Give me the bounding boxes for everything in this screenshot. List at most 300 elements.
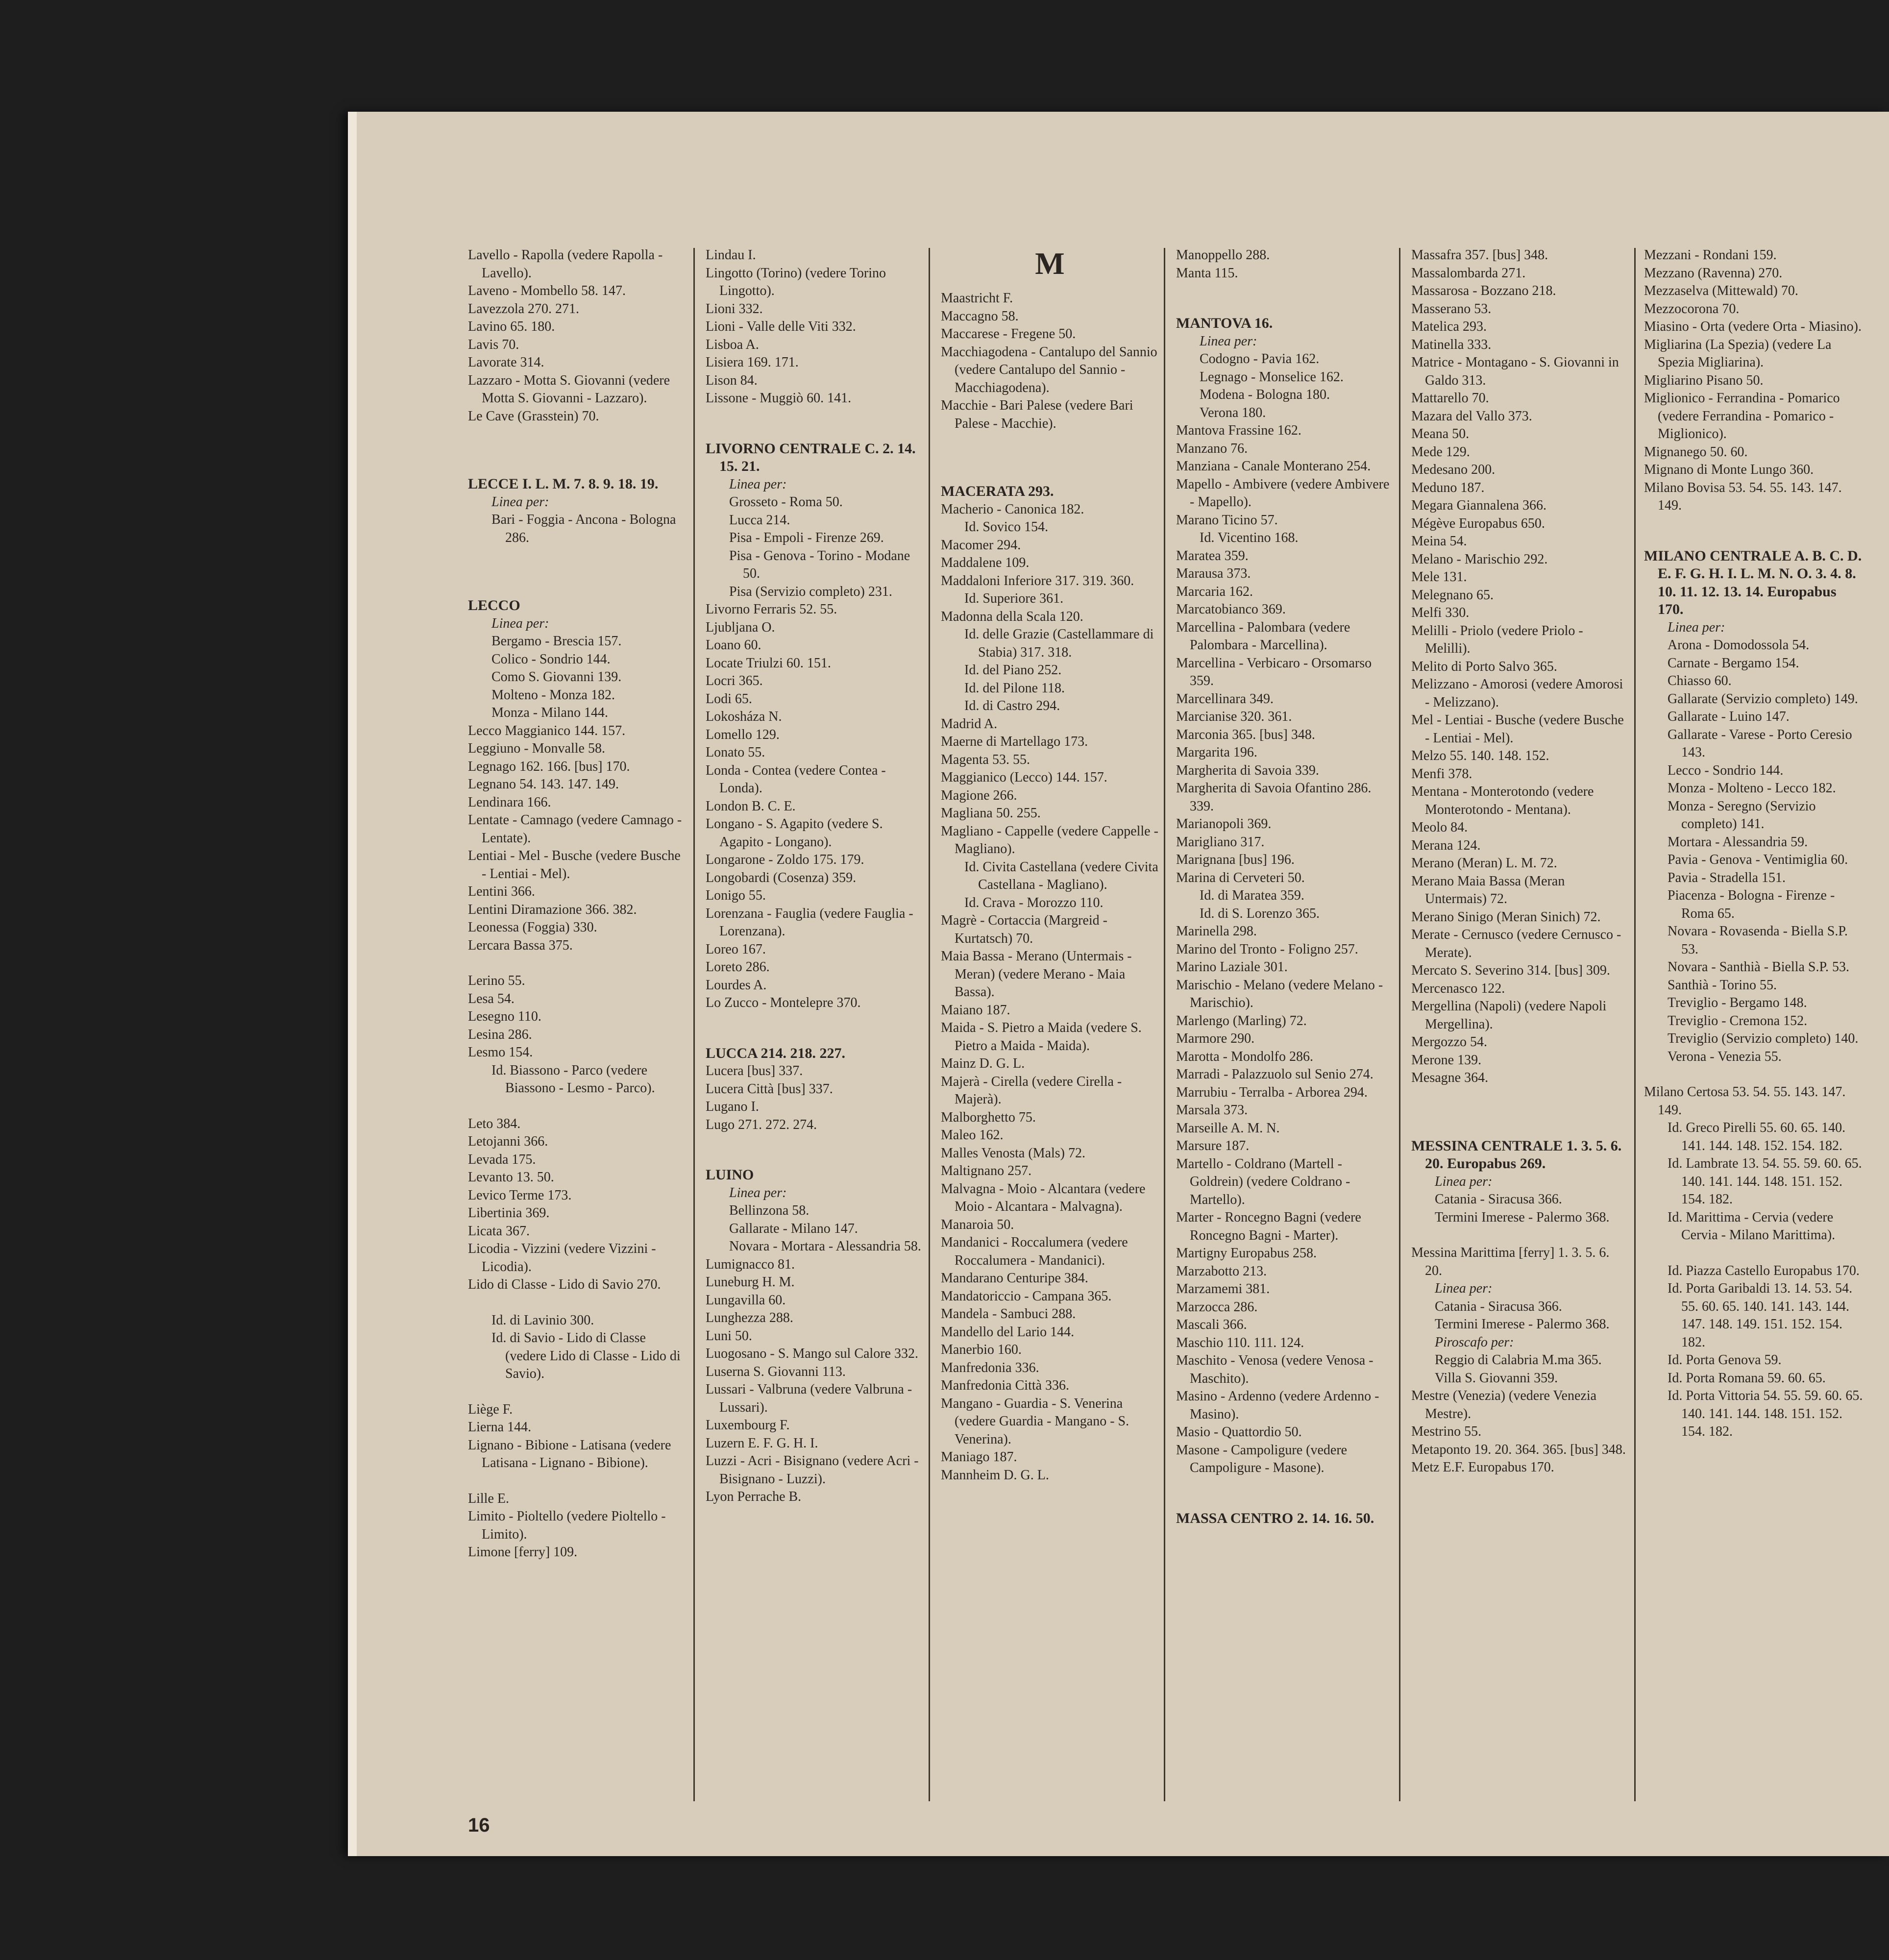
index-entry: Licodia - Vizzini (vedere Vizzini - Licodia).: [468, 1241, 656, 1274]
column-rule: [929, 248, 930, 1801]
index-entry: Maida - S. Pietro a Maida (vedere S. Pietro a Maida - Maida).: [941, 1020, 1142, 1054]
index-entry: Melano - Marischio 292.: [1411, 551, 1548, 567]
index-entry: Lisboa A.: [706, 337, 759, 352]
index-entry: Merano Sinigo (Meran Sinich) 72.: [1411, 909, 1601, 925]
line-label: Linea per:: [1435, 1174, 1493, 1189]
index-entry: Limone [ferry] 109.: [468, 1544, 578, 1560]
index-entry: Marmore 290.: [1176, 1031, 1255, 1046]
index-entry: Magliano - Cappelle (vedere Cappelle - Magliano).: [941, 823, 1158, 857]
index-entry: Lavezzola 270. 271.: [468, 301, 580, 317]
index-entry: Lavis 70.: [468, 337, 519, 352]
index-entry: Marausa 373.: [1176, 566, 1251, 581]
index-entry: Marsala 373.: [1176, 1102, 1248, 1118]
sub-entry: Legnago - Monselice 162.: [1200, 369, 1344, 385]
index-entry: Mentana - Monterotondo (vedere Monterotondo - Mentana).: [1411, 784, 1594, 817]
index-entry: Manfredonia Città 336.: [941, 1378, 1070, 1393]
index-entry: Legnago 162. 166. [bus] 170.: [468, 759, 630, 774]
index-entry: Masserano 53.: [1411, 301, 1492, 317]
index-entry: Massalombarda 271.: [1411, 265, 1526, 281]
index-entry: Mele 131.: [1411, 569, 1467, 585]
index-entry: Luogosano - S. Mango sul Calore 332.: [706, 1346, 918, 1361]
index-entry: Mergozzo 54.: [1411, 1034, 1487, 1050]
index-entry: Mezzani - Rondani 159.: [1644, 247, 1777, 263]
section-spacer: [468, 1294, 686, 1312]
station-heading: LIVORNO CENTRALE C. 2. 14. 15. 21.: [706, 440, 916, 474]
station-heading: MANTOVA 16.: [1176, 315, 1273, 331]
index-entry: Leonessa (Foggia) 330.: [468, 920, 597, 935]
index-entry: Metaponto 19. 20. 364. 365. [bus] 348.: [1411, 1442, 1626, 1457]
section-spacer: [468, 425, 686, 461]
index-entry: Locri 365.: [706, 673, 763, 688]
index-entry: Lavello - Rapolla (vedere Rapolla - Lavello).: [468, 247, 663, 281]
sub-entry: Reggio di Calabria M.ma 365.: [1435, 1352, 1602, 1368]
sub-entry: Pisa (Servizio completo) 231.: [729, 584, 892, 599]
sub-entry: Arona - Domodossola 54.: [1668, 637, 1810, 653]
line-label: Linea per:: [491, 615, 549, 631]
index-entry: Marcaria 162.: [1176, 584, 1253, 599]
index-entry: Maniago 187.: [941, 1449, 1017, 1465]
sub-entry: Termini Imerese - Palermo 368.: [1435, 1209, 1610, 1225]
column-rule: [1399, 248, 1400, 1801]
index-entry: Marotta - Mondolfo 286.: [1176, 1049, 1313, 1064]
index-entry: Lecco Maggianico 144. 157.: [468, 723, 626, 738]
sub-entry: Id. Vicentino 168.: [1200, 530, 1299, 545]
index-entry: Meina 54.: [1411, 534, 1467, 549]
index-column-1: [468, 246, 686, 1802]
index-entry: Madonna della Scala 120.: [941, 609, 1083, 624]
index-entry: Mangano - Guardia - S. Venerina (vedere Guardia - Mangano - S. Venerina).: [941, 1396, 1129, 1447]
index-entry: Meana 50.: [1411, 426, 1470, 441]
index-entry: Lunghezza 288.: [706, 1310, 793, 1325]
sub-entry: Pavia - Genova - Ventimiglia 60.: [1668, 852, 1848, 867]
index-entry: Lonato 55.: [706, 745, 765, 760]
index-entry: Longobardi (Cosenza) 359.: [706, 870, 857, 885]
index-entry: Levada 175.: [468, 1152, 536, 1167]
index-entry: Mazara del Vallo 373.: [1411, 408, 1532, 424]
index-entry: Mandello del Lario 144.: [941, 1324, 1075, 1340]
sub-entry: Mortara - Alessandria 59.: [1668, 834, 1808, 850]
sub-entry: Pavia - Stradella 151.: [1668, 870, 1786, 885]
station-heading: LUINO: [706, 1167, 754, 1183]
index-entry: Macherio - Canonica 182.: [941, 501, 1084, 517]
index-entry: Lyon Perrache B.: [706, 1489, 802, 1504]
index-entry: Meduno 187.: [1411, 480, 1485, 495]
station-heading: MILANO CENTRALE A. B. C. D. E. F. G. H. I. L. M. N. O. 3. 4. 8. 10. 11. 12. 13. 14. Europabus 170.: [1644, 547, 1862, 617]
sub-entry: Id. di Castro 294.: [964, 698, 1060, 713]
index-entry: Marter - Roncegno Bagni (vedere Roncegno Bagni - Marter).: [1176, 1210, 1361, 1243]
section-spacer: [706, 408, 924, 425]
index-entry: Mannheim D. G. L.: [941, 1467, 1049, 1483]
index-entry: Luneburg H. M.: [706, 1274, 795, 1290]
line-label: Linea per:: [1668, 619, 1725, 635]
index-entry: Longano - S. Agapito (vedere S. Agapito - Longano).: [706, 816, 883, 850]
index-column-5: [1411, 246, 1629, 1802]
station-heading: MESSINA CENTRALE 1. 3. 5. 6. 20. Europabus 269.: [1411, 1137, 1622, 1172]
index-entry: Megara Giannalena 366.: [1411, 498, 1546, 513]
index-entry: Maschito - Venosa (vedere Venosa - Maschito).: [1176, 1353, 1374, 1386]
index-entry: Locate Triulzi 60. 151.: [706, 655, 831, 671]
index-entry: Martello - Coldrano (Martell - Goldrein) (vedere Coldrano - Martello).: [1176, 1156, 1350, 1207]
page-edge: [348, 112, 357, 1856]
index-entry: Melfi 330.: [1411, 605, 1470, 620]
index-entry: Matrice - Montagano - S. Giovanni in Galdo 313.: [1411, 355, 1619, 388]
station-heading: LUCCA 214. 218. 227.: [706, 1045, 846, 1061]
index-entry: Lesmo 154.: [468, 1045, 533, 1060]
sub-entry: Id. Porta Romana 59. 60. 65.: [1668, 1370, 1826, 1386]
index-entry: Macchiagodena - Cantalupo del Sannio (vedere Cantalupo del Sannio - Macchiagodena).: [941, 344, 1157, 395]
index-entry: Maiano 187.: [941, 1002, 1010, 1018]
section-spacer: [1411, 1226, 1629, 1244]
index-entry: Massarosa - Bozzano 218.: [1411, 283, 1556, 298]
index-entry: Mezzocorona 70.: [1644, 301, 1740, 317]
station-heading: LECCE I. L. M. 7. 8. 9. 18. 19.: [468, 476, 659, 492]
index-entry: Lodi 65.: [706, 691, 752, 707]
index-entry: Melegnano 65.: [1411, 587, 1494, 603]
sub-entry: Verona - Venezia 55.: [1668, 1049, 1782, 1064]
page-number: 16: [468, 1814, 490, 1836]
column-rule: [1634, 248, 1636, 1801]
directory-page: [348, 112, 1889, 1856]
index-entry: Lomello 129.: [706, 727, 780, 742]
sub-entry: Id. Sovico 154.: [964, 519, 1049, 535]
index-entry: Maerne di Martellago 173.: [941, 734, 1088, 749]
index-entry: Melizzano - Amorosi (vedere Amorosi - Melizzano).: [1411, 677, 1623, 710]
sub-entry: Termini Imerese - Palermo 368.: [1435, 1317, 1610, 1332]
index-entry: Legnano 54. 143. 147. 149.: [468, 777, 619, 792]
index-entry: Marcianise 320. 361.: [1176, 709, 1292, 724]
index-entry: Loreo 167.: [706, 941, 766, 957]
index-entry: Lingotto (Torino) (vedere Torino Lingotto).: [706, 265, 886, 298]
index-entry: Leto 384.: [468, 1116, 521, 1131]
index-entry: Mezzano (Ravenna) 270.: [1644, 265, 1783, 281]
index-entry: Lierna 144.: [468, 1420, 532, 1435]
index-entry: Margherita di Savoia 339.: [1176, 762, 1319, 778]
index-entry: Maccarese - Fregene 50.: [941, 326, 1076, 342]
sub-entry: Id. del Piano 252.: [964, 662, 1062, 678]
sub-entry: Gallarate - Varese - Porto Ceresio 143.: [1668, 727, 1852, 760]
index-entry: Merano Maia Bassa (Meran Untermais) 72.: [1411, 873, 1565, 906]
index-entry: Masino - Ardenno (vedere Ardenno - Masino).: [1176, 1389, 1379, 1422]
index-entry: Miglionico - Ferrandina - Pomarico (vedere Ferrandina - Pomarico - Miglionico).: [1644, 391, 1840, 441]
section-spacer: [468, 1098, 686, 1115]
sub-entry: Pisa - Empoli - Firenze 269.: [729, 530, 884, 545]
sub-entry: Lecco - Sondrio 144.: [1668, 762, 1784, 778]
index-entry: Merate - Cernusco (vedere Cernusco - Merate).: [1411, 927, 1621, 960]
index-entry: Miasino - Orta (vedere Orta - Miasino).: [1644, 319, 1862, 334]
index-entry: Mandanici - Roccalumera (vedere Roccalumera - Mandanici).: [941, 1235, 1128, 1268]
index-entry: Lido di Classe - Lido di Savio 270.: [468, 1277, 661, 1292]
index-entry: Libertinia 369.: [468, 1205, 550, 1221]
index-entry: Marzocca 286.: [1176, 1299, 1258, 1315]
index-entry: Majerà - Cirella (vedere Cirella - Majerà).: [941, 1074, 1122, 1107]
index-entry: Masone - Campoligure (vedere Campoligure - Masone).: [1176, 1442, 1348, 1475]
sub-entry: Treviglio (Servizio completo) 140.: [1668, 1031, 1859, 1046]
section-spacer: [468, 1383, 686, 1401]
sub-entry: Villa S. Giovanni 359.: [1435, 1370, 1558, 1386]
sub-entry: Bellinzona 58.: [729, 1203, 810, 1218]
index-entry: Magenta 53. 55.: [941, 752, 1030, 767]
index-entry: Lumignacco 81.: [706, 1256, 795, 1272]
index-entry: Marigliano 317.: [1176, 834, 1265, 850]
index-entry: Mergellina (Napoli) (vedere Napoli Mergellina).: [1411, 999, 1607, 1032]
sub-entry: Treviglio - Cremona 152.: [1668, 1013, 1808, 1029]
index-entry: Malborghetto 75.: [941, 1109, 1036, 1125]
index-entry: Marino Laziale 301.: [1176, 959, 1288, 975]
line-label: Linea per:: [1200, 333, 1257, 349]
index-entry: Luzzi - Acri - Bisignano (vedere Acri - Bisignano - Luzzi).: [706, 1453, 919, 1487]
index-entry: Mestre (Venezia) (vedere Venezia Mestre).: [1411, 1388, 1597, 1421]
sub-entry: Id. Civita Castellana (vedere Civita Castellana - Magliano).: [964, 859, 1158, 892]
index-entry: Mainz D. G. L.: [941, 1056, 1025, 1071]
index-entry: Maddalene 109.: [941, 555, 1030, 570]
sub-entry: Id. Superiore 361.: [964, 591, 1064, 606]
sub-entry: Id. Greco Pirelli 55. 60. 65. 140. 141. 144. 148. 152. 154. 182.: [1668, 1120, 1846, 1153]
index-entry: Lesina 286.: [468, 1027, 532, 1042]
index-entry: Lavino 65. 180.: [468, 319, 555, 334]
sub-entry: Molteno - Monza 182.: [491, 687, 615, 703]
sub-entry: Id. di S. Lorenzo 365.: [1200, 906, 1320, 921]
station-heading: MASSA CENTRO 2. 14. 16. 50.: [1176, 1510, 1374, 1526]
index-entry: Mandarano Centuripe 384.: [941, 1271, 1088, 1286]
sub-entry: Codogno - Pavia 162.: [1200, 351, 1320, 367]
index-entry: Lucera [bus] 337.: [706, 1063, 803, 1078]
sub-entry: Chiasso 60.: [1668, 673, 1732, 688]
index-entry: Madrid A.: [941, 716, 998, 732]
index-entry: Liège F.: [468, 1401, 513, 1417]
index-entry: Maia Bassa - Merano (Untermais - Meran) (vedere Merano - Maia Bassa).: [941, 949, 1132, 1000]
sub-entry: Colico - Sondrio 144.: [491, 651, 611, 667]
index-entry: Merana 124.: [1411, 837, 1481, 853]
index-entry: Londa - Contea (vedere Contea - Londa).: [706, 762, 886, 796]
index-entry: Lerino 55.: [468, 973, 525, 988]
sub-entry: Catania - Siracusa 366.: [1435, 1298, 1562, 1314]
sub-entry: Id. di Maratea 359.: [1200, 888, 1304, 903]
index-entry: Lokosháza N.: [706, 709, 782, 724]
section-spacer: [941, 433, 1159, 468]
sub-entry: Monza - Milano 144.: [491, 705, 608, 720]
index-entry: Lourdes A.: [706, 977, 767, 993]
index-entry: Marano Ticino 57.: [1176, 512, 1278, 528]
sub-entry: Pisa - Genova - Torino - Modane 50.: [729, 548, 910, 581]
index-entry: Lioni - Valle delle Viti 332.: [706, 319, 856, 334]
sub-entry: Gallarate - Luino 147.: [1668, 709, 1790, 724]
index-entry: Leggiuno - Monvalle 58.: [468, 741, 605, 756]
index-entry: Maschio 110. 111. 124.: [1176, 1335, 1304, 1350]
section-spacer: [1644, 1066, 1864, 1083]
index-entry: Mignano di Monte Lungo 360.: [1644, 462, 1814, 477]
line-label: Linea per:: [491, 494, 549, 510]
index-column-3: [941, 246, 1159, 1802]
index-entry: Metz E.F. Europabus 170.: [1411, 1460, 1554, 1475]
sub-entry: Gallarate (Servizio completo) 149.: [1668, 691, 1858, 707]
sub-entry: Monza - Seregno (Servizio completo) 141.: [1668, 798, 1816, 832]
index-entry: London B. C. E.: [706, 798, 796, 814]
section-spacer: [468, 547, 686, 582]
index-entry: Ljubljana O.: [706, 619, 775, 635]
index-entry: Migliarino Pisano 50.: [1644, 372, 1764, 388]
index-entry: Merano (Meran) L. M. 72.: [1411, 856, 1557, 871]
index-entry: Magliana 50. 255.: [941, 806, 1041, 821]
sub-entry: Id. di Savio - Lido di Classe (vedere Lido di Classe - Lido di Savio).: [491, 1330, 681, 1381]
index-entry: Lentate - Camnago (vedere Camnago - Lentate).: [468, 812, 682, 846]
index-entry: Maddaloni Inferiore 317. 319. 360.: [941, 573, 1134, 588]
index-entry: Lille E.: [468, 1491, 509, 1506]
sub-entry: Piacenza - Bologna - Firenze - Roma 65.: [1668, 888, 1835, 921]
index-entry: Levanto 13. 50.: [468, 1170, 554, 1185]
index-entry: Marseille A. M. N.: [1176, 1120, 1280, 1136]
sub-entry: Gallarate - Milano 147.: [729, 1221, 858, 1236]
index-entry: Mégève Europabus 650.: [1411, 515, 1545, 531]
station-heading: LECCO: [468, 597, 520, 613]
index-entry: Marcatobianco 369.: [1176, 602, 1286, 617]
index-entry: Manerbio 160.: [941, 1342, 1022, 1357]
index-entry: Marianopoli 369.: [1176, 816, 1272, 832]
index-entry: Melilli - Priolo (vedere Priolo - Melilli).: [1411, 623, 1583, 656]
index-entry: Marradi - Palazzuolo sul Senio 274.: [1176, 1067, 1374, 1082]
index-entry: Medesano 200.: [1411, 462, 1496, 477]
index-entry: Lentiai - Mel - Busche (vedere Busche - Lentiai - Mel).: [468, 848, 681, 882]
index-entry: Levico Terme 173.: [468, 1187, 572, 1203]
index-entry: Maccagno 58.: [941, 308, 1019, 324]
index-entry: Lugano I.: [706, 1099, 759, 1114]
sub-entry: Como S. Giovanni 139.: [491, 669, 622, 685]
sub-entry: Id. Piazza Castello Europabus 170.: [1668, 1263, 1860, 1278]
index-entry: Messina Marittima [ferry] 1. 3. 5. 6. 20.: [1411, 1245, 1610, 1278]
index-entry: Marrubiu - Terralba - Arborea 294.: [1176, 1084, 1368, 1100]
index-entry: Marconia 365. [bus] 348.: [1176, 727, 1315, 742]
sub-entry: Lucca 214.: [729, 512, 790, 528]
section-spacer: [468, 1472, 686, 1490]
index-entry: Marignana [bus] 196.: [1176, 852, 1295, 867]
index-entry: Magione 266.: [941, 787, 1017, 803]
index-entry: Luserna S. Giovanni 113.: [706, 1364, 846, 1379]
index-entry: Longarone - Zoldo 175. 179.: [706, 852, 864, 867]
station-heading: MACERATA 293.: [941, 483, 1054, 499]
line-label: Linea per:: [1435, 1281, 1493, 1296]
index-entry: Lonigo 55.: [706, 888, 766, 903]
index-entry: Mandela - Sambuci 288.: [941, 1306, 1076, 1322]
index-entry: Maltignano 257.: [941, 1163, 1032, 1178]
index-entry: Magrè - Cortaccia (Margreid - Kurtatsch) 70.: [941, 913, 1107, 946]
index-entry: Marina di Cerveteri 50.: [1176, 870, 1305, 885]
index-entry: Lavorate 314.: [468, 355, 544, 370]
index-entry: Lungavilla 60.: [706, 1292, 786, 1308]
sub-entry: Grosseto - Roma 50.: [729, 494, 843, 510]
index-entry: Mandatoriccio - Campana 365.: [941, 1288, 1112, 1304]
index-entry: Martigny Europabus 258.: [1176, 1246, 1317, 1261]
index-entry: Lioni 332.: [706, 301, 763, 317]
index-entry: Masio - Quattordio 50.: [1176, 1424, 1302, 1440]
index-entry: Limito - Pioltello (vedere Pioltello - Limito).: [468, 1509, 666, 1542]
index-entry: Laveno - Mombello 58. 147.: [468, 283, 626, 298]
index-entry: Milano Bovisa 53. 54. 55. 143. 147. 149.: [1644, 480, 1842, 513]
index-entry: Mercenasco 122.: [1411, 980, 1505, 996]
index-entry: Marino del Tronto - Foligno 257.: [1176, 941, 1358, 957]
index-entry: Massafra 357. [bus] 348.: [1411, 247, 1548, 263]
index-entry: Manfredonia 336.: [941, 1360, 1039, 1375]
sub-entry: Novara - Rovasenda - Biella S.P. 53.: [1668, 924, 1848, 957]
index-entry: Luzern E. F. G. H. I.: [706, 1435, 818, 1451]
index-entry: Lesa 54.: [468, 991, 515, 1006]
index-entry: Lignano - Bibione - Latisana (vedere Latisana - Lignano - Bibione).: [468, 1437, 671, 1470]
index-entry: Matinella 333.: [1411, 337, 1492, 352]
index-entry: Lindau I.: [706, 247, 756, 263]
sub-entry: Treviglio - Bergamo 148.: [1668, 995, 1807, 1010]
index-entry: Maratea 359.: [1176, 548, 1249, 564]
line-label: Linea per:: [729, 1185, 787, 1200]
section-spacer: [706, 1134, 924, 1152]
index-entry: Le Cave (Grasstein) 70.: [468, 408, 599, 424]
index-entry: Lorenzana - Fauglia (vedere Fauglia - Lorenzana).: [706, 906, 913, 939]
index-entry: Marinella 298.: [1176, 924, 1257, 939]
index-entry: Meolo 84.: [1411, 820, 1468, 835]
index-entry: Malvagna - Moio - Alcantara (vedere Moio - Alcantara - Malvagna).: [941, 1181, 1146, 1214]
index-entry: Manoppello 288.: [1176, 247, 1270, 263]
sub-entry: Carnate - Bergamo 154.: [1668, 655, 1799, 671]
index-entry: Manta 115.: [1176, 265, 1238, 281]
index-entry: Loreto 286.: [706, 959, 770, 975]
index-entry: Manaroia 50.: [941, 1217, 1014, 1232]
index-entry: Lentini 366.: [468, 884, 535, 899]
section-spacer: [1411, 1087, 1629, 1123]
index-entry: Margherita di Savoia Ofantino 286. 339.: [1176, 781, 1372, 814]
index-entry: Mestrino 55.: [1411, 1424, 1482, 1439]
sub-entry: Id. Crava - Morozzo 110.: [964, 895, 1104, 910]
index-entry: Lugo 271. 272. 274.: [706, 1117, 817, 1132]
index-entry: Migliarina (La Spezia) (vedere La Spezia Migliarina).: [1644, 337, 1832, 370]
index-entry: Lercara Bassa 375.: [468, 937, 573, 953]
index-entry: Malles Venosta (Mals) 72.: [941, 1145, 1085, 1161]
index-entry: Lazzaro - Motta S. Giovanni (vedere Motta S. Giovanni - Lazzaro).: [468, 372, 670, 406]
section-spacer: [1176, 1477, 1394, 1495]
index-column-4: [1176, 246, 1394, 1802]
sub-entry: Bari - Foggia - Ancona - Bologna 286.: [491, 512, 676, 545]
column-rule: [1164, 248, 1165, 1801]
index-entry: Lissone - Muggiò 60. 141.: [706, 391, 852, 406]
index-entry: Marzamemi 381.: [1176, 1281, 1270, 1297]
sub-entry: Id. Porta Genova 59.: [1668, 1352, 1782, 1368]
index-entry: Mattarello 70.: [1411, 391, 1489, 406]
index-entry: Mercato S. Severino 314. [bus] 309.: [1411, 963, 1610, 978]
index-entry: Maastricht F.: [941, 291, 1013, 306]
index-entry: Mascali 366.: [1176, 1317, 1247, 1332]
index-entry: Mignanego 50. 60.: [1644, 444, 1748, 460]
index-entry: Macomer 294.: [941, 537, 1021, 553]
sub-entry: Id. Porta Garibaldi 13. 14. 53. 54. 55. 60. 65. 140. 141. 143. 144. 147. 148. 149. 151. 152. 154. 182.: [1668, 1281, 1853, 1350]
index-entry: Marsure 187.: [1176, 1138, 1250, 1153]
index-entry: Marischio - Melano (vedere Melano - Marischio).: [1176, 977, 1383, 1010]
sub-entry: Monza - Molteno - Lecco 182.: [1668, 781, 1836, 796]
index-entry: Marcellina - Verbicaro - Orsomarso 359.: [1176, 655, 1372, 688]
section-spacer: [706, 1012, 924, 1030]
index-entry: Livorno Ferraris 52. 55.: [706, 602, 837, 617]
index-entry: Margarita 196.: [1176, 745, 1257, 760]
index-entry: Mantova Frassine 162.: [1176, 423, 1301, 438]
index-entry: Marlengo (Marling) 72.: [1176, 1013, 1307, 1029]
index-column-6: [1644, 246, 1864, 1802]
sub-entry: Novara - Mortara - Alessandria 58.: [729, 1239, 921, 1254]
index-entry: Mede 129.: [1411, 444, 1470, 460]
section-spacer: [1644, 1245, 1864, 1262]
index-entry: Mesagne 364.: [1411, 1070, 1489, 1085]
index-entry: Lo Zucco - Montelepre 370.: [706, 995, 861, 1010]
index-entry: Mapello - Ambivere (vedere Ambivere - Mapello).: [1176, 476, 1390, 510]
index-entry: Luni 50.: [706, 1328, 752, 1344]
sub-entry: Novara - Santhià - Biella S.P. 53.: [1668, 959, 1849, 975]
index-column-2: [706, 246, 924, 1802]
section-spacer: [468, 955, 686, 972]
sub-entry: Catania - Siracusa 366.: [1435, 1192, 1562, 1207]
